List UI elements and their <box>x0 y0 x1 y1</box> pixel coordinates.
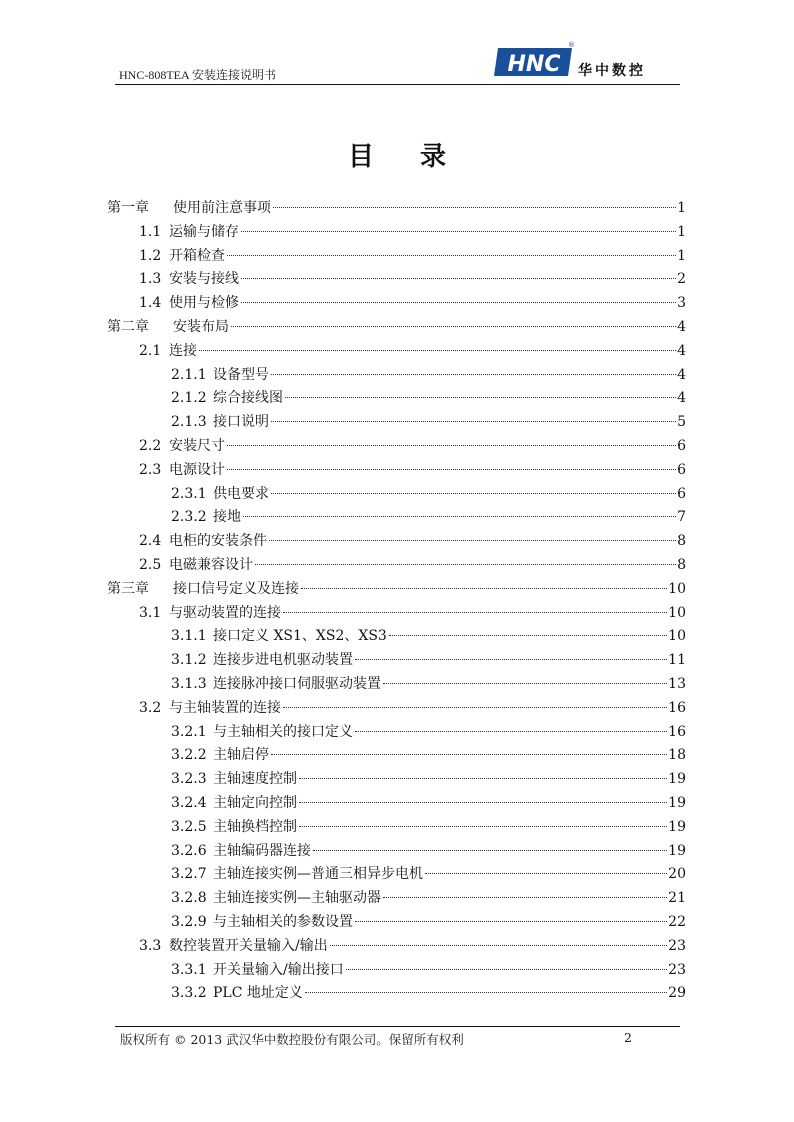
toc-entry-number: 3.2.1 <box>171 723 207 740</box>
toc-entry-number: 1.1 <box>139 223 162 240</box>
toc-entry-title: 主轴编码器连接 <box>213 842 311 859</box>
toc-entry-number: 1.3 <box>139 271 162 288</box>
dot-leader <box>271 753 667 755</box>
toc-entry-title: 安装尺寸 <box>169 438 225 454</box>
dot-leader <box>273 206 676 208</box>
logo-mark: HNC <box>507 52 561 77</box>
toc-entry-page: 1 <box>677 247 686 264</box>
dot-leader <box>299 825 667 827</box>
toc-entry-title: 主轴定向控制 <box>213 795 297 811</box>
toc-entry-page: 5 <box>677 414 686 431</box>
toc-entry-title: 主轴连接实例—主轴驱动器 <box>213 890 381 907</box>
toc-entry-page: 6 <box>677 461 686 478</box>
toc-entry[interactable] <box>171 624 686 648</box>
toc-entry-title: 电柜的安装条件 <box>169 533 267 550</box>
toc-entry-page: 21 <box>668 890 686 907</box>
toc-entry[interactable] <box>171 886 686 910</box>
dot-leader <box>283 706 667 708</box>
toc-entry-title: 使用与检修 <box>169 295 239 312</box>
toc-entry-page: 11 <box>668 652 686 669</box>
toc-entry-number: 2.3.1 <box>171 485 207 502</box>
registered-mark: ® <box>568 41 575 49</box>
toc-entry-page: 7 <box>677 509 686 526</box>
toc-entry-number: 2.1.3 <box>171 414 207 431</box>
toc-entry-number: 3.3.1 <box>171 961 207 978</box>
toc-entry-page: 19 <box>668 818 686 835</box>
toc-entry[interactable] <box>107 315 686 339</box>
toc-entry-page: 10 <box>668 580 686 597</box>
toc-entry-number: 第二章 <box>107 319 149 335</box>
toc-entry[interactable] <box>139 553 686 577</box>
toc-entry-number: 3.3 <box>139 937 162 954</box>
copyright-notice: 版权所有 © 2013 武汉华中数控股份有限公司。保留所有权利 <box>120 1032 464 1047</box>
dot-leader <box>271 373 676 375</box>
hnc-logo <box>494 42 574 82</box>
toc-entry-page: 19 <box>668 842 686 859</box>
toc-entry-title: 开箱检查 <box>169 247 225 264</box>
toc-entry-page: 19 <box>668 795 686 811</box>
toc-entry[interactable] <box>139 601 686 625</box>
toc-entry-number: 3.2.8 <box>171 890 207 907</box>
dot-leader <box>271 420 676 422</box>
toc-entry-page: 8 <box>677 557 686 573</box>
toc-entry-number: 第一章 <box>107 200 149 216</box>
toc-entry-title: 供电要求 <box>213 485 269 502</box>
toc-entry[interactable] <box>171 791 686 815</box>
toc-entry-number: 3.1 <box>139 604 162 621</box>
toc-entry-page: 3 <box>677 295 686 312</box>
dot-leader <box>199 349 676 351</box>
toc-entry-number: 2.1.1 <box>171 366 207 383</box>
toc-entry[interactable] <box>171 386 686 410</box>
company-name: 华中数控 <box>578 63 646 79</box>
toc-entry-title: 安装与接线 <box>169 271 239 288</box>
toc-entry[interactable] <box>139 267 686 291</box>
toc-entry-page: 18 <box>668 747 686 764</box>
toc-entry-number: 3.1.2 <box>171 652 207 669</box>
toc-entry-title: PLC 地址定义 <box>213 985 303 1002</box>
toc-entry[interactable] <box>171 505 686 529</box>
toc-entry[interactable] <box>139 339 686 363</box>
toc-entry[interactable] <box>171 839 686 863</box>
toc-entry-title: 使用前注意事项 <box>173 200 271 216</box>
footer-divider <box>115 1026 680 1027</box>
dot-leader <box>271 492 676 494</box>
toc-entry-title: 数控装置开关量输入/输出 <box>169 937 328 954</box>
toc-entry-title: 设备型号 <box>213 366 269 383</box>
toc-entry[interactable] <box>107 196 686 220</box>
dot-leader <box>299 801 667 803</box>
document-title: HNC-808TEA 安装连接说明书 <box>119 68 276 82</box>
dot-leader <box>243 515 676 517</box>
toc-entry-number: 3.2.5 <box>171 818 207 835</box>
dot-leader <box>255 563 676 565</box>
toc-entry[interactable] <box>139 244 686 268</box>
toc-entry-number: 3.1.1 <box>171 628 207 645</box>
toc-entry[interactable] <box>171 910 686 934</box>
toc-entry-title: 与主轴相关的参数设置 <box>213 914 353 930</box>
toc-entry-title: 电磁兼容设计 <box>169 557 253 573</box>
toc-entry[interactable] <box>139 458 686 482</box>
toc-entry[interactable] <box>171 672 686 696</box>
dot-leader <box>283 611 667 613</box>
toc-entry-page: 4 <box>677 342 686 359</box>
toc-entry-title: 主轴启停 <box>213 747 269 764</box>
toc-entry[interactable] <box>171 743 686 767</box>
dot-leader <box>227 254 676 256</box>
toc-heading: 目录 <box>347 142 492 172</box>
toc-entry-title: 开关量输入/输出接口 <box>213 961 344 978</box>
toc-entry-number: 2.1 <box>139 342 162 359</box>
toc-entry-page: 16 <box>668 723 686 740</box>
toc-entry-title: 主轴连接实例—普通三相异步电机 <box>213 866 423 883</box>
toc-entry-number: 2.4 <box>139 533 162 550</box>
toc-entry-title: 综合接线图 <box>213 390 283 407</box>
dot-leader <box>425 872 667 874</box>
toc-entry-number: 2.3.2 <box>171 509 207 526</box>
toc-entry-page: 6 <box>677 438 686 454</box>
toc-entry[interactable] <box>139 220 686 244</box>
dot-leader <box>231 325 676 327</box>
toc-entry-number: 2.5 <box>139 557 162 573</box>
toc-entry-number: 1.4 <box>139 295 162 312</box>
toc-entry-page: 4 <box>677 390 686 407</box>
toc-entry[interactable] <box>171 981 686 1005</box>
dot-leader <box>389 634 667 636</box>
toc-entry-number: 3.2.4 <box>171 795 207 811</box>
toc-entry-title: 安装布局 <box>173 319 229 335</box>
dot-leader <box>346 968 667 970</box>
dot-leader <box>355 730 667 732</box>
toc-entry-page: 13 <box>668 676 686 692</box>
dot-leader <box>383 682 667 684</box>
toc-entry[interactable] <box>171 648 686 672</box>
toc-entry-number: 3.2.3 <box>171 771 207 788</box>
toc-entry-page: 23 <box>668 937 686 954</box>
toc-entry-page: 19 <box>668 771 686 788</box>
toc-entry-title: 接地 <box>213 509 241 526</box>
header-divider <box>115 84 680 85</box>
toc-entry[interactable] <box>171 720 686 744</box>
toc-entry[interactable] <box>139 696 686 720</box>
dot-leader <box>299 777 667 779</box>
toc-entry[interactable] <box>171 410 686 434</box>
toc-entry-number: 2.3 <box>139 461 162 478</box>
toc-entry[interactable] <box>171 958 686 982</box>
toc-entry-page: 6 <box>677 485 686 502</box>
toc-entry-title: 接口说明 <box>213 414 269 431</box>
toc-entry-title: 接口信号定义及连接 <box>173 580 299 597</box>
toc-entry-title: 接口定义 XS1、XS2、XS3 <box>213 628 387 645</box>
dot-leader <box>285 396 676 398</box>
dot-leader <box>301 587 667 589</box>
toc-entry[interactable] <box>139 934 686 958</box>
dot-leader <box>227 468 676 470</box>
toc-entry-number: 2.1.2 <box>171 390 207 407</box>
toc-entry[interactable] <box>171 862 686 886</box>
toc-entry[interactable] <box>171 815 686 839</box>
dot-leader <box>383 896 667 898</box>
toc-entry-title: 连接脉冲接口伺服驱动装置 <box>213 676 381 692</box>
toc-entry-page: 8 <box>677 533 686 550</box>
toc-entry-title: 连接 <box>169 342 197 359</box>
toc-entry-page: 23 <box>668 961 686 978</box>
toc-entry-title: 主轴换档控制 <box>213 818 297 835</box>
toc-entry-page: 29 <box>668 985 686 1002</box>
toc-entry[interactable] <box>107 577 686 601</box>
toc-entry-page: 10 <box>668 628 686 645</box>
toc-entry[interactable] <box>139 434 686 458</box>
toc-entry-title: 电源设计 <box>169 461 225 478</box>
toc-entry-title: 运输与储存 <box>169 223 239 240</box>
toc-entry-page: 1 <box>677 200 686 216</box>
dot-leader <box>355 658 667 660</box>
toc-entry-title: 主轴速度控制 <box>213 771 297 788</box>
toc-entry-number: 2.2 <box>139 438 162 454</box>
dot-leader <box>330 944 667 946</box>
dot-leader <box>355 920 667 922</box>
dot-leader <box>313 849 667 851</box>
toc-entry-number: 3.2.7 <box>171 866 207 883</box>
toc-entry[interactable] <box>171 363 686 387</box>
toc-entry-number: 第三章 <box>107 580 149 597</box>
toc-entry-number: 3.2.6 <box>171 842 207 859</box>
toc-entry-page: 20 <box>668 866 686 883</box>
dot-leader <box>269 539 676 541</box>
dot-leader <box>305 991 667 993</box>
toc-entry-number: 1.2 <box>139 247 162 264</box>
toc-entry-number: 3.2.2 <box>171 747 207 764</box>
toc-entry[interactable] <box>171 767 686 791</box>
toc-entry-page: 10 <box>668 604 686 621</box>
toc-entry[interactable] <box>171 482 686 506</box>
toc-entry-page: 16 <box>668 699 686 716</box>
toc-entry-page: 4 <box>677 319 686 335</box>
toc-entry-page: 22 <box>668 914 686 930</box>
toc-entry[interactable] <box>139 529 686 553</box>
dot-leader <box>241 277 676 279</box>
toc-entry-title: 与驱动装置的连接 <box>169 604 281 621</box>
toc-entry-title: 与主轴相关的接口定义 <box>213 723 353 740</box>
toc-entry-title: 与主轴装置的连接 <box>169 699 281 716</box>
toc-entry-page: 2 <box>677 271 686 288</box>
toc-entry-title: 连接步进电机驱动装置 <box>213 652 353 669</box>
toc-entry[interactable] <box>139 291 686 315</box>
toc-entry-page: 1 <box>677 223 686 240</box>
toc-entry-number: 3.2 <box>139 699 162 716</box>
toc-entry-number: 3.2.9 <box>171 914 207 930</box>
toc-entry-page: 4 <box>677 366 686 383</box>
dot-leader <box>241 230 676 232</box>
toc-entry-number: 3.1.3 <box>171 676 207 692</box>
dot-leader <box>227 444 676 446</box>
page-number: 2 <box>624 1030 632 1045</box>
dot-leader <box>241 301 676 303</box>
toc-entry-number: 3.3.2 <box>171 985 207 1002</box>
